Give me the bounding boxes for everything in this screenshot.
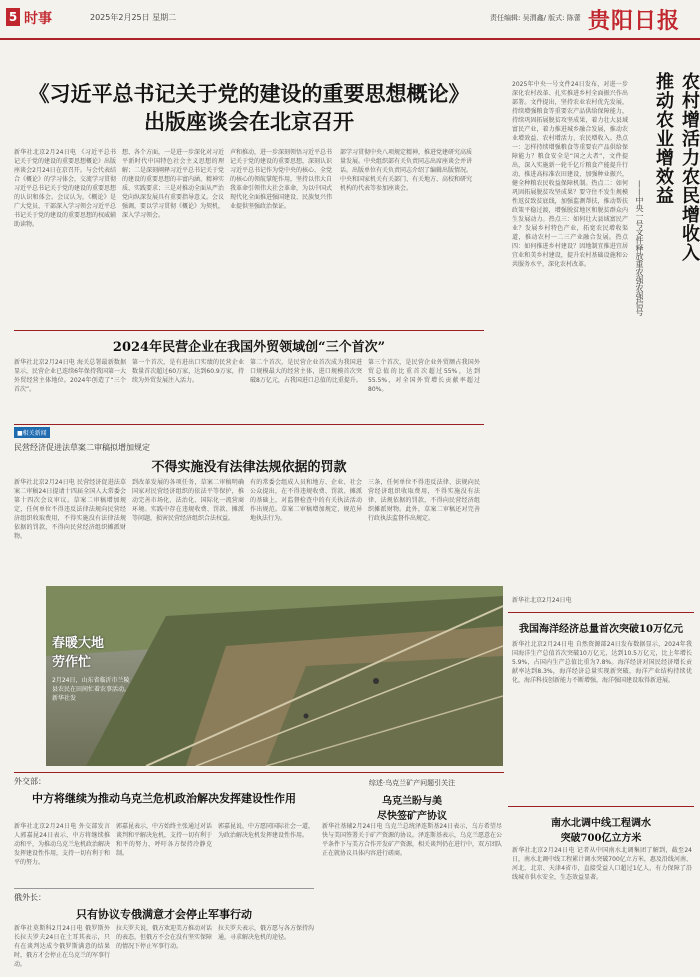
ukraine-kicker: 外交部： — [14, 777, 46, 786]
divider — [14, 330, 484, 331]
private-headline: 2024年民营企业在我国外贸领域创“三个首次” — [112, 340, 386, 355]
law-col-3: 有的常委会组成人员和地方、企业、社会公众提出，在不得违规收费、罚款、摊派的基础上，对监督检查中的有关执法活动作出规范。草案二审稿增加规定，规范异地执法行为。 — [250, 479, 362, 522]
lead-col-3: 声和推动，进一步深刻领悟习近平总书记关于党的建设的重要思想，深刻认识习近平总书记作为党中央的核心、全党的核心的领航掌舵作用，坚持以伟大自我革命引领伟大社会革命，为以中国式现代化全面推进强国建设、民族复兴伟业提供坚强政治保证。 — [230, 149, 332, 210]
water-headline — [508, 814, 694, 844]
russia-col-1: 新华社莫斯科2月24日电 俄罗斯外长拉夫罗夫24日在土耳其表示，只有在谈判达成令俄罗斯满意的结果时，俄方才会停止在乌克兰的军事行动。 — [14, 925, 110, 968]
ocean-headline: 我国海洋经济总量首次突破10万亿元 — [519, 624, 683, 635]
ukraine-col-2: 郭嘉昆表示，中方始终主张通过对话谈判和平解决危机，支持一切有利于和平的努力，呼吁各方保持冷静克制。 — [116, 823, 212, 857]
divider — [14, 772, 504, 773]
photo-title-line1: 春暖大地 — [52, 636, 105, 651]
private-col-3: 第二个首次，是民营企业首次成为我国进口规模最大的经营主体，进口规模首次突破8万亿元，占我国进口总值的比重提升。 — [250, 359, 362, 384]
photo-caption-text: 2月24日，山东省临沂市兰陵县农民在田间忙着农事活动。新华社发 — [52, 677, 131, 702]
law-col-2: 到改革发展的各项任务，草案二审稿明确国家对民营经济组织的依法平等保护，推动完善市场化、法治化、国际化一流营商环境。实践中存在违规收费、罚款、摊派等问题，损害民营经济组织合法权益。 — [132, 479, 244, 522]
issue-date: 2025年2月25日 星期二 — [90, 13, 177, 22]
ocean-text: 新华社北京2月24日电 自然资源部24日发布数据显示，2024年我国海洋生产总值首次突破10万亿元，达到10.5万亿元，比上年增长5.9%，占国内生产总值比重为7.8%。海洋经济对国民经济增长贡献率达到8.3%，海洋经济总量实现新突破，海洋产业结构持续优化，海洋科技创新能力不断增强，海洋强国建设取得新进展。 — [512, 641, 692, 684]
water-text: 新华社北京2月24日电 记者从中国南水北调集团了解到，截至24日，南水北调中线工程累计调水突破700亿立方米，惠及沿线河南、河北、北京、天津4省市，直接受益人口超过1亿人，有力保障了沿线城市供水安全，生态效益显著。 — [512, 847, 692, 881]
law-headline: 不得实施没有法律法规依据的罚款 — [151, 460, 347, 475]
lead-headline-line1: 《习近平总书记关于党的建设的重要思想概论》 — [28, 81, 470, 106]
page-number: 5 — [6, 8, 20, 26]
right-signoff: 新华社北京2月24日电 — [512, 597, 572, 604]
divider — [508, 806, 694, 807]
ukraine-headline: 中方将继续为推动乌克兰危机政治解决发挥建设性作用 — [32, 792, 296, 805]
law-col-4: 三条，任何单位不得违反法律、法规向民营经济组织收取费用，不得实施没有法律、法规依据的罚款，不得向民营经济组织摊派财物。此外，草案二审稿还对完善行政执法监督作出规定。 — [368, 479, 480, 522]
minerals-headline — [322, 792, 502, 822]
water-headline-line2: 突破700亿立方米 — [560, 833, 642, 844]
private-col-4: 第三个首次，是民营企业外贸额占我国外贸总值的比重首次超过55%，达到55.5%，对全国外贸增长贡献率超过80%。 — [368, 359, 480, 393]
minerals-text: 新华社基辅2月24日电 乌克兰总统泽连斯基24日表示，乌方希望尽快与美国签署关于矿产资源的协议。泽连斯基表示，乌克兰愿意在公平条件下与美方合作开发矿产资源，相关谈判仍在进行中，双方团队正在就协议具体内容进行磋商。 — [322, 823, 502, 857]
section-name: 时事 — [24, 11, 52, 27]
lead-headline-line2: 出版座谈会在北京召开 — [144, 109, 354, 134]
water-headline-line1: 南水北调中线工程调水 — [551, 818, 651, 829]
minerals-kicker: 综述·乌克兰矿产问题引关注 — [368, 779, 456, 787]
law-kicker: 民营经济促进法草案二审稿拟增加规定 — [14, 443, 150, 452]
private-col-1: 新华社北京2月24日电 海关总署最新数据显示，民营企业已连续6年保持我国第一大外贸经营主体地位。2024年创造了“三个首次”。 — [14, 359, 126, 393]
minerals-headline-line1: 乌克兰盼与美 — [382, 796, 442, 807]
ukraine-col-3: 郭嘉昆说，中方愿同国际社会一道，为政治解决危机发挥建设性作用。 — [218, 823, 314, 839]
russia-headline: 只有协议专俄满意才会停止军事行动 — [76, 908, 252, 921]
russia-kicker: 俄外长： — [14, 893, 46, 902]
ukraine-col-1: 新华社北京2月24日电 外交部发言人郭嘉昆24日表示，中方将继续推动和平，为推动乌克兰危机政治解决发挥建设性作用，支持一切有利于和平的努力。 — [14, 823, 110, 866]
editors-credit: 责任编辑: 吴渭鑫/ 版式: 陈蕾 — [490, 14, 581, 22]
lead-col-4: 部学习贯彻中央八项规定精神，推进党建研究高质量发展。中央组织部有关负责同志出席座谈会并讲话。出版单位有关负责同志介绍了编辑出版情况。中央和国家机关有关部门、有关地方、高校和研究机构的代表等参加座谈会。 — [340, 149, 472, 192]
photo-caption — [52, 632, 132, 703]
divider — [508, 612, 694, 613]
russia-col-2: 拉夫罗夫说，俄方欢迎美方推动对话的表态，但俄方不会在没有坚实保障的情况下停止军事行动。 — [116, 925, 212, 950]
divider — [14, 424, 484, 425]
related-news-tag: ■相关新闻 — [14, 427, 50, 438]
right-main-text: 2025年中央一号文件24日发布，对进一步深化农村改革、扎实推进乡村全面振兴作出部署。文件提出，坚持农业农村优先发展，持续增强粮食等重要农产品供给保障能力，持续巩固拓展脱贫攻坚成果，着力壮大县域富民产业，着力推进城乡融合发展，推动农业增效益、农村增活力、农民增收入。热点一：怎样持续增强粮食等重要农产品供给保障能力？粮食安全是“国之大者”，文件提出，深入实施新一轮千亿斤粮食产能提升行动，推进高标准农田建设，加强种业振兴，健全种粮农民收益保障机制。热点二：如何巩固拓展脱贫攻坚成果？要守住不发生规模性返贫致贫底线，加强监测帮扶，推动帮扶政策平稳过渡，增强脱贫地区和脱贫群众内生发展动力。热点三：如何壮大县域富民产业？发展乡村特色产业，拓宽农民增收渠道，推动农村一二三产业融合发展。热点四：如何推进乡村建设？因地制宜推进宜居宜业和美乡村建设，提升农村基础设施和公共服务水平，深化农村改革。 — [512, 81, 628, 268]
private-col-2: 第一个首次，是有进出口实绩的民营企业数量首次超过60万家，达到60.9万家，持续为外贸发展注入活力。 — [132, 359, 244, 384]
right-subtitle: ——中央一号文件释放重农强农强信号 — [635, 180, 644, 316]
photo-title-line2: 劳作忙 — [52, 655, 92, 670]
lead-col-1: 新华社北京2月24日电 《习近平总书记关于党的建设的重要思想概论》出版座谈会2月24日在京召开。与会代表结合《概论》的学习体会，交流学习贯彻习近平总书记关于党的建设的重要思想的认识和体会。会议认为，《概论》是广大党员、干部深入学习领会习近平总书记关于党的建设的重要思想的权威辅助读物。 — [14, 149, 116, 228]
russia-col-3: 拉夫罗夫表示，俄方愿与各方保持沟通，寻求解决危机的途径。 — [218, 925, 314, 941]
divider — [14, 888, 314, 889]
lead-headline — [14, 80, 484, 136]
right-headline-line2: 农村增活力农民增收入 — [679, 72, 700, 262]
right-headline-line1: 推动农业增效益 — [653, 72, 674, 205]
law-col-1: 新华社北京2月24日电 民营经济促进法草案二审稿24日提请十四届全国人大常委会第十四次会议审议。草案二审稿增加规定，任何单位不得违反法律法规向民营经济组织收取费用，不得实施没有法律法规依据的罚款，不得向民营经济组织摊派财物。 — [14, 479, 126, 540]
minerals-headline-line2: 尽快签矿产协议 — [377, 811, 447, 822]
lead-col-2: 想、各个方面，一是进一步深化对习近平新时代中国特色社会主义思想的理解；二是深刻阐释习近平总书记关于党的建设的重要思想的丰富内涵、精神实质、实践要求；三是对推动全面从严治党向纵深发展具有重要指导意义。会议强调，要以学习贯彻《概论》为契机，深入学习领会。 — [122, 149, 224, 219]
newspaper-logo: 贵阳日报 — [588, 8, 681, 34]
